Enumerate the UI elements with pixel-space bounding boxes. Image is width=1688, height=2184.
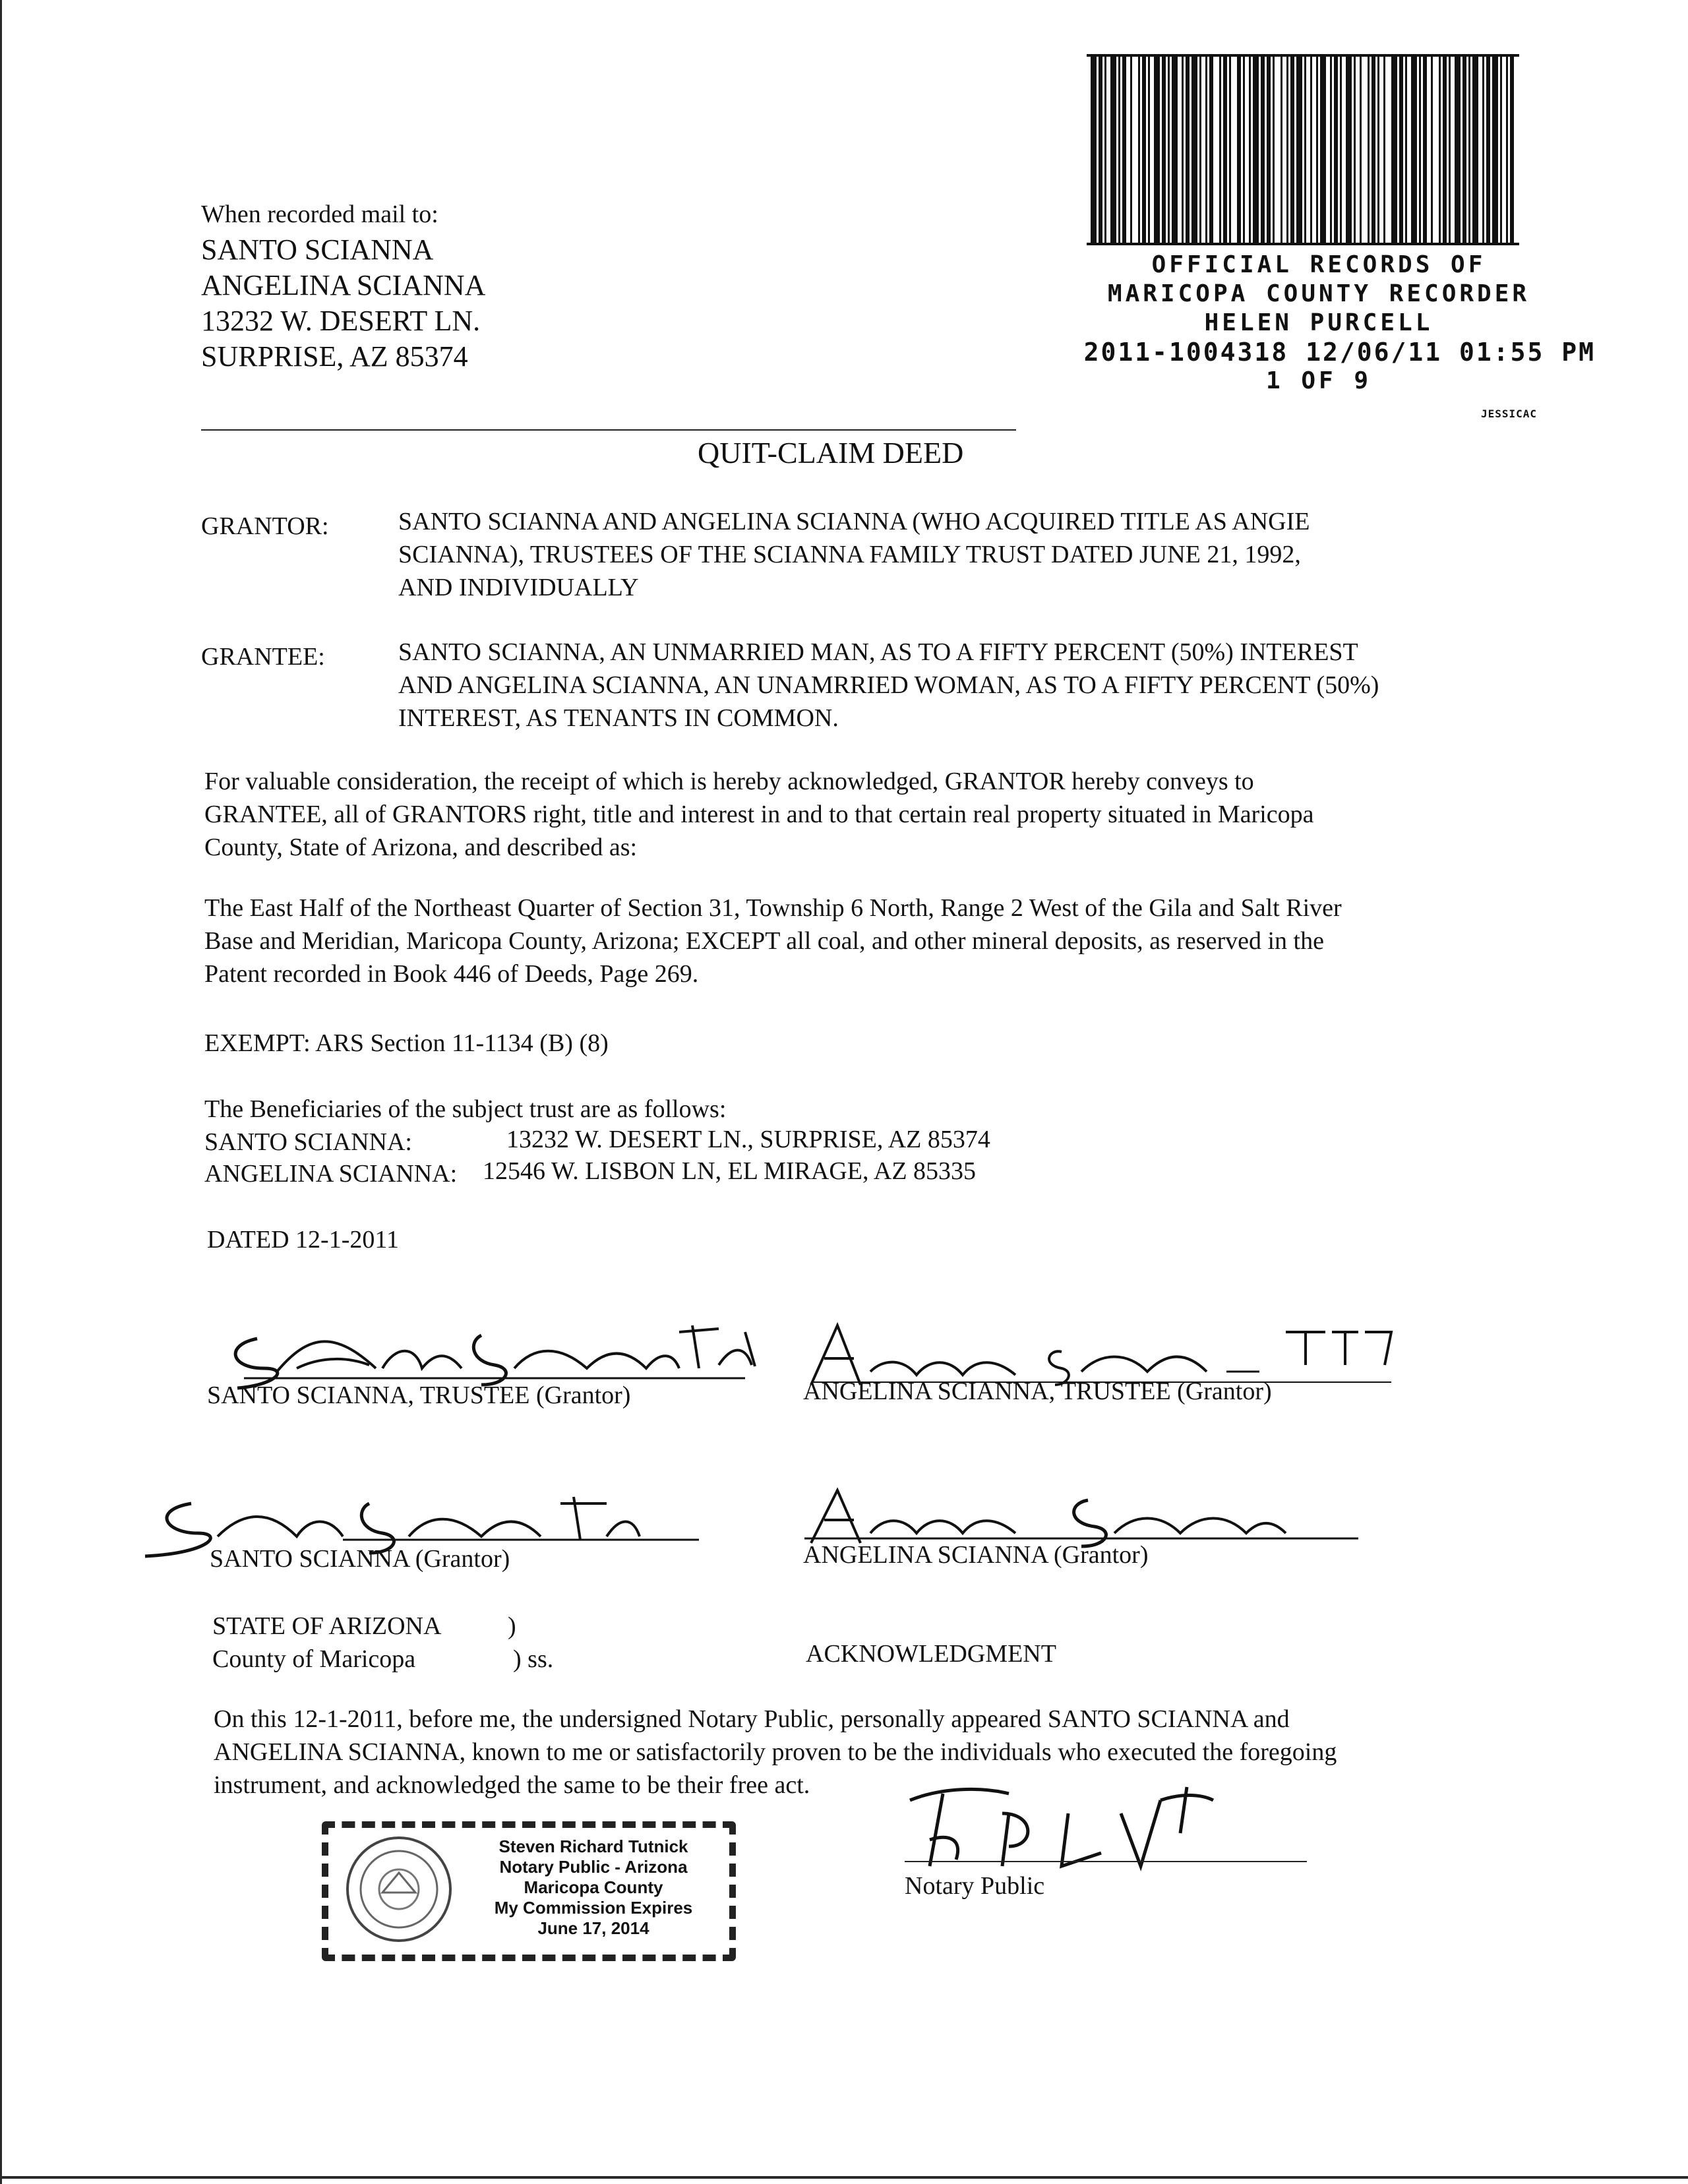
- recorder-line3: HELEN PURCELL: [1204, 309, 1433, 336]
- legal-line: The East Half of the Northeast Quarter of Section 31, Township 6 North, Range 2 West of the Gila and Salt River: [204, 894, 1342, 922]
- barcode-bar: [1506, 54, 1508, 245]
- barcode-bar: [1219, 54, 1221, 245]
- notary-stamp-commission: My Commission Expires: [494, 1898, 693, 1918]
- barcode-bar: [1172, 54, 1178, 245]
- barcode-bar: [1472, 54, 1478, 245]
- barcode-bar: [1455, 54, 1461, 245]
- barcode-bar: [1099, 54, 1102, 245]
- barcode-bar: [1290, 54, 1294, 245]
- scan-left-edge: [0, 0, 2, 2184]
- barcode-bar: [1199, 54, 1201, 245]
- angelina-caption: ANGELINA SCIANNA (Grantor): [803, 1541, 1149, 1569]
- notary-signature-line: [905, 1861, 1307, 1862]
- barcode-bar: [1118, 54, 1120, 245]
- barcode-bar: [1243, 54, 1245, 245]
- notary-stamp-name: Steven Richard Tutnick: [498, 1836, 688, 1856]
- barcode-bar: [1500, 54, 1502, 245]
- barcode-bar: [1138, 54, 1140, 245]
- grantor-line: SCIANNA), TRUSTEES OF THE SCIANNA FAMILY TRUST DATED JUNE 21, 1992,: [398, 541, 1301, 568]
- barcode-bar: [1104, 54, 1106, 245]
- mail-to-city: SURPRISE, AZ 85374: [201, 340, 468, 373]
- venue-ss: ) ss.: [513, 1645, 554, 1673]
- acknowledgment-heading: ACKNOWLEDGMENT: [806, 1640, 1056, 1668]
- barcode-bar: [1492, 54, 1498, 245]
- barcode-bar: [1130, 54, 1132, 245]
- barcode-bar: [1486, 54, 1490, 245]
- beneficiary-address: 13232 W. DESERT LN., SURPRISE, AZ 85374: [506, 1126, 990, 1153]
- beneficiary-name: SANTO SCIANNA:: [204, 1128, 412, 1156]
- barcode-bar: [1482, 54, 1484, 245]
- notary-stamp-county: Maricopa County: [524, 1877, 663, 1897]
- grantor-line: SANTO SCIANNA AND ANGELINA SCIANNA (WHO ACQUIRED TITLE AS ANGIE: [398, 508, 1310, 535]
- legal-line: Patent recorded in Book 446 of Deeds, Page 269.: [204, 960, 699, 988]
- barcode: [1087, 54, 1519, 245]
- consideration-line: GRANTEE, all of GRANTORS right, title and interest in and to that certain real property situated in Maricopa: [204, 801, 1314, 828]
- recorder-clerk: JESSICAC: [1481, 408, 1538, 420]
- acknowledgment-line: On this 12-1-2011, before me, the undersigned Notary Public, personally appeared SANTO SCIANNA and: [214, 1705, 1290, 1733]
- grantor-text: [398, 505, 1651, 604]
- grantee-label: GRANTEE:: [201, 643, 325, 671]
- angelina-trustee-caption: ANGELINA SCIANNA, TRUSTEE (Grantor): [803, 1378, 1272, 1405]
- barcode-bar: [1223, 54, 1227, 245]
- beneficiary-address: 12546 W. LISBON LN, EL MIRAGE, AZ 85335: [483, 1157, 977, 1185]
- mail-to-name2: ANGELINA SCIANNA: [201, 269, 486, 301]
- grantee-line: INTEREST, AS TENANTS IN COMMON.: [398, 704, 839, 732]
- santo-caption: SANTO SCIANNA (Grantor): [210, 1545, 510, 1573]
- barcode-bar: [1419, 54, 1421, 245]
- recorder-line2: MARICOPA COUNTY RECORDER: [1107, 280, 1530, 307]
- notary-seal: [343, 1833, 455, 1945]
- recorder-page: 1 OF 9: [1265, 367, 1372, 394]
- recorder-line1: OFFICIAL RECORDS OF: [1151, 251, 1486, 278]
- barcode-bar: [1443, 54, 1447, 245]
- acknowledgment-line: instrument, and acknowledged the same to be their free act.: [214, 1771, 810, 1799]
- barcode-bar: [1372, 54, 1375, 245]
- barcode-bar: [1209, 54, 1213, 245]
- barcode-bar: [1249, 54, 1251, 245]
- barcode-bar: [1229, 54, 1231, 245]
- barcode-bar: [1360, 54, 1362, 245]
- barcode-bar: [1423, 54, 1427, 245]
- barcode-bar: [1148, 54, 1150, 245]
- barcode-bar: [1253, 54, 1259, 245]
- barcode-bar: [1267, 54, 1271, 245]
- barcode-bar: [1377, 54, 1379, 245]
- barcode-bar: [1296, 54, 1302, 245]
- notary-stamp-expiry: June 17, 2014: [537, 1918, 649, 1938]
- beneficiaries-intro: The Beneficiaries of the subject trust are as follows:: [204, 1095, 727, 1123]
- scan-bottom-edge: [0, 2176, 1688, 2179]
- barcode-bar: [1316, 54, 1318, 245]
- barcode-bar: [1286, 54, 1288, 245]
- barcode-bar: [1449, 54, 1451, 245]
- barcode-bar: [1354, 54, 1356, 245]
- barcode-bar: [1468, 54, 1470, 245]
- barcode-bar: [1186, 54, 1190, 245]
- grantee-line: SANTO SCIANNA, AN UNMARRIED MAN, AS TO A FIFTY PERCENT (50%) INTEREST: [398, 638, 1358, 666]
- mail-to-label: When recorded mail to:: [201, 200, 438, 228]
- barcode-bar: [1091, 54, 1097, 245]
- barcode-bar: [1462, 54, 1466, 245]
- barcode-bar: [1310, 54, 1312, 245]
- barcode-bar: [1320, 54, 1326, 245]
- barcode-bar: [1191, 54, 1197, 245]
- barcode-bar: [1391, 54, 1397, 245]
- notary-signature: [903, 1774, 1220, 1879]
- venue-county: County of Maricopa: [212, 1645, 416, 1673]
- barcode-bar: [1510, 54, 1514, 245]
- mail-to-name1: SANTO SCIANNA: [201, 233, 434, 266]
- barcode-bar: [1399, 54, 1403, 245]
- notary-caption: Notary Public: [905, 1872, 1045, 1900]
- grantor-label: GRANTOR:: [201, 512, 329, 540]
- recorder-doc-number: 2011-1004318 12/06/11 01:55 PM: [1083, 338, 1596, 367]
- recorder-stamp: [1042, 251, 1596, 396]
- acknowledgment-line: ANGELINA SCIANNA, known to me or satisfactorily proven to be the individuals who executed the foregoing: [214, 1738, 1337, 1766]
- barcode-bar: [1411, 54, 1417, 245]
- barcode-bar: [1439, 54, 1441, 245]
- barcode-bar: [1154, 54, 1160, 245]
- barcode-bar: [1273, 54, 1275, 245]
- beneficiary-name: ANGELINA SCIANNA:: [204, 1160, 458, 1188]
- mail-to-address: 13232 W. DESERT LN.: [201, 305, 481, 337]
- barcode-bar: [1142, 54, 1146, 245]
- barcode-bar: [1110, 54, 1116, 245]
- header-rule: [201, 429, 1016, 431]
- grantee-line: AND ANGELINA SCIANNA, AN UNAMRRIED WOMAN, AS TO A FIFTY PERCENT (50%): [398, 671, 1379, 699]
- barcode-bar: [1162, 54, 1166, 245]
- barcode-bar: [1431, 54, 1433, 245]
- notary-stamp-text: [462, 1836, 725, 1939]
- barcode-bar: [1383, 54, 1385, 245]
- barcode-bar: [1340, 54, 1342, 245]
- venue-state-paren: ): [508, 1612, 516, 1640]
- notary-stamp-title: Notary Public - Arizona: [499, 1857, 688, 1877]
- venue-state: STATE OF ARIZONA: [212, 1612, 442, 1640]
- consideration-line: County, State of Arizona, and described as:: [204, 834, 638, 861]
- barcode-bar: [1304, 54, 1306, 245]
- grantee-text: [398, 636, 1651, 735]
- barcode-bar: [1261, 54, 1265, 245]
- mail-to-block: [201, 197, 485, 375]
- legal-description: [204, 892, 1668, 990]
- consideration-paragraph: [204, 765, 1655, 864]
- document-title: QUIT-CLAIM DEED: [698, 436, 964, 470]
- barcode-bar: [1346, 54, 1352, 245]
- barcode-bar: [1368, 54, 1370, 245]
- barcode-bar: [1330, 54, 1332, 245]
- legal-line: Base and Meridian, Maricopa County, Arizona; EXCEPT all coal, and other mineral deposits, as reserved in the: [204, 927, 1324, 955]
- barcode-bar: [1122, 54, 1126, 245]
- barcode-bar: [1334, 54, 1338, 245]
- consideration-line: For valuable consideration, the receipt of which is hereby acknowledged, GRANTOR hereby conveys to: [204, 768, 1254, 795]
- grantor-line: AND INDIVIDUALLY: [398, 574, 639, 601]
- barcode-bar: [1182, 54, 1184, 245]
- dated-line: DATED 12-1-2011: [207, 1226, 399, 1254]
- barcode-bar: [1205, 54, 1207, 245]
- barcode-bar: [1281, 54, 1282, 245]
- barcode-bar: [1237, 54, 1241, 245]
- barcode-bar: [1405, 54, 1407, 245]
- barcode-bar: [1168, 54, 1170, 245]
- santo-trustee-caption: SANTO SCIANNA, TRUSTEE (Grantor): [207, 1381, 631, 1409]
- exempt-line: EXEMPT: ARS Section 11-1134 (B) (8): [204, 1029, 609, 1057]
